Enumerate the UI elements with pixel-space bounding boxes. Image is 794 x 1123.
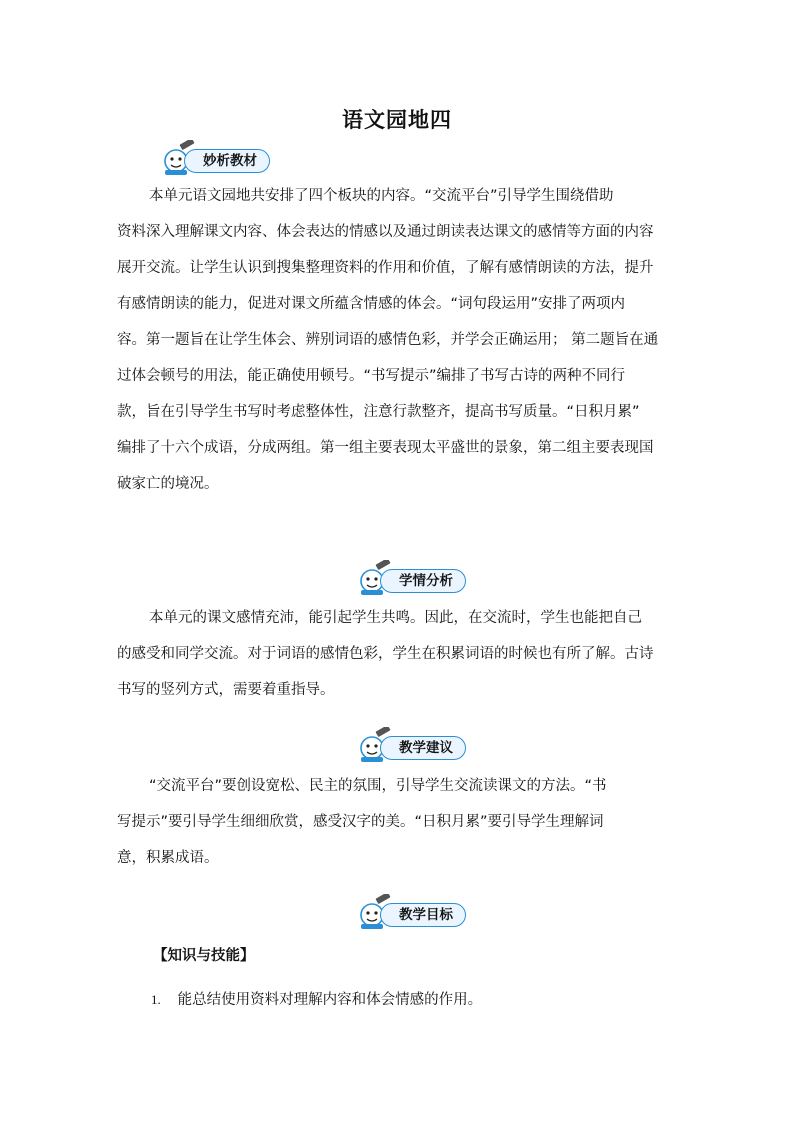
section-heading: 学情分析	[380, 569, 466, 593]
paragraph-line: 款，旨在引导学生书写时考虑整体性，注意行款整齐，提高书写质量。“日积月累”	[117, 404, 640, 420]
paragraph-line: 破家亡的境况。	[117, 476, 219, 492]
paragraph-line: 写提示”要引导学生细细欣赏，感受汉字的美。“日积月累”要引导学生理解词	[117, 814, 604, 830]
section-body-jianyi	[117, 768, 687, 876]
paragraph-line: 过体会顿号的用法，能正确使用顿号。“书写提示”编排了书写古诗的两种不同行	[117, 368, 626, 384]
paragraph-line: 的感受和同学交流。对于词语的感情色彩，学生在积累词语的时候也有所了解。古诗	[117, 646, 654, 662]
paragraph-line: 书写的竖列方式，需要着重指导。	[117, 682, 335, 698]
section-body-miaoxi	[117, 178, 687, 502]
paragraph-line: 意，积累成语。	[117, 850, 219, 866]
list-item-number: 1.	[151, 992, 161, 1007]
paragraph-line: “交流平台”要创设宽松、民主的氛围，引导学生交流读课文的方法。“书	[149, 778, 607, 794]
list-item	[151, 988, 482, 1009]
paragraph-line: 本单元的课文感情充沛，能引起学生共鸣。因此，在交流时，学生也能把自己	[149, 610, 642, 626]
paragraph-line: 资料深入理解课文内容、体会表达的情感以及通过朗读表达课文的感情等方面的内容	[117, 224, 654, 240]
section-heading: 教学目标	[380, 903, 466, 927]
section-heading: 妙析教材	[184, 149, 270, 173]
paragraph-line: 展开交流。让学生认识到搜集整理资料的作用和价值，了解有感情朗读的方法，提升	[117, 260, 654, 276]
page-title: 语文园地四	[342, 108, 452, 132]
paragraph-line: 编排了十六个成语，分成两组。第一组主要表现太平盛世的景象，第二组主要表现国	[117, 440, 654, 456]
subheading-knowledge-skills: 【知识与技能】	[153, 948, 255, 964]
paragraph-line: 本单元语文园地共安排了四个板块的内容。“交流平台”引导学生围绕借助	[149, 188, 614, 204]
section-heading: 教学建议	[380, 736, 466, 760]
list-item-text: 能总结使用资料对理解内容和体会情感的作用。	[177, 992, 483, 1008]
paragraph-line: 有感情朗读的能力，促进对课文所蕴含情感的体会。“词句段运用”安排了两项内	[117, 296, 626, 312]
paragraph-line: 容。第一题旨在让学生体会、辨别词语的感情色彩，并学会正确运用； 第二题旨在通	[117, 332, 659, 348]
section-body-xueqing	[117, 600, 687, 708]
